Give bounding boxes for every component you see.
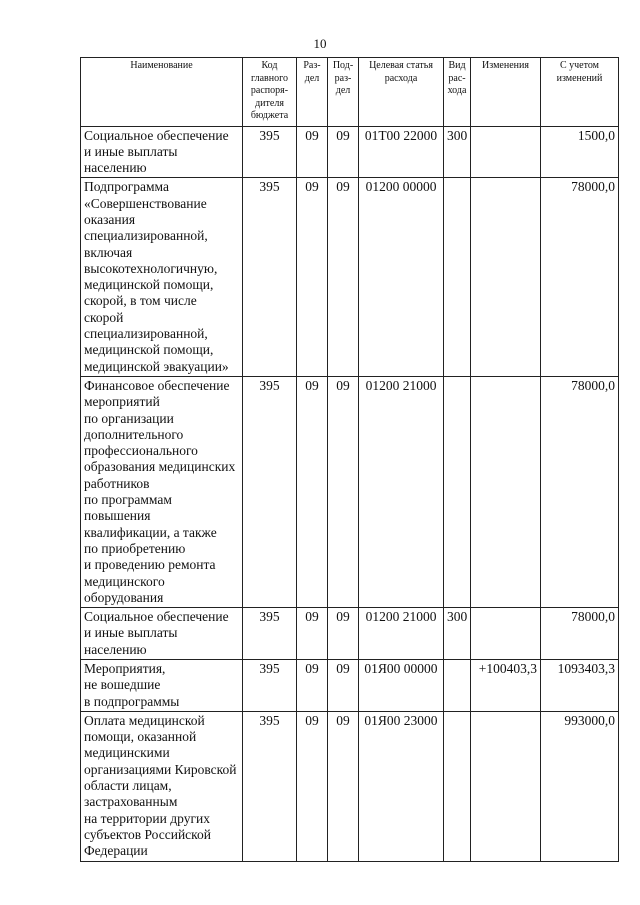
cell-section: 09 — [297, 660, 328, 712]
cell-name-line: скорой, в том числе — [84, 293, 197, 309]
cell-changes — [471, 608, 541, 660]
table-row — [81, 608, 619, 660]
cell-name — [81, 376, 243, 607]
cell-name — [81, 660, 243, 712]
table-body — [81, 126, 619, 861]
cell-name-line: медицинскими — [84, 745, 170, 761]
cell-name-line: мероприятий — [84, 394, 160, 410]
cell-name-line: Социальное обеспечение — [84, 609, 229, 625]
cell-target: 01200 21000 — [359, 376, 444, 607]
cell-name — [81, 711, 243, 861]
table-row — [81, 660, 619, 712]
cell-name-line: застрахованным — [84, 794, 178, 810]
cell-name-line: помощи, оказанной — [84, 729, 197, 745]
cell-name-line: не вошедшие — [84, 677, 161, 693]
cell-target: 01200 21000 — [359, 608, 444, 660]
cell-name-line: субъектов Российской — [84, 826, 212, 842]
cell-subsection: 09 — [328, 608, 359, 660]
cell-code: 395 — [243, 711, 297, 861]
cell-name — [81, 608, 243, 660]
cell-subsection: 09 — [328, 660, 359, 712]
cell-name-line: и проведению ремонта — [84, 557, 216, 573]
cell-name-line: и иные выплаты — [84, 143, 178, 159]
cell-name-line: области лицам, — [84, 778, 172, 794]
cell-section: 09 — [297, 711, 328, 861]
cell-name-line: по организации — [84, 410, 174, 426]
table-row — [81, 178, 619, 377]
cell-name-line: оказания — [84, 211, 136, 227]
cell-subsection: 09 — [328, 376, 359, 607]
cell-kind: 300 — [444, 126, 471, 178]
cell-kind — [444, 660, 471, 712]
cell-target: 01Я00 00000 — [359, 660, 444, 712]
cell-name-line: специализированной, — [84, 326, 208, 342]
cell-name-line: Федерации — [84, 843, 148, 859]
cell-name — [81, 126, 243, 178]
header-target: Целевая статья расхода — [359, 58, 444, 127]
cell-name-line: населению — [84, 160, 147, 176]
cell-name-line: медицинской помощи, — [84, 277, 214, 293]
cell-name-line: высокотехнологичную, — [84, 260, 218, 276]
cell-total: 1093403,3 — [541, 660, 619, 712]
cell-name — [81, 178, 243, 377]
cell-subsection: 09 — [328, 711, 359, 861]
header-kind: Вид рас-хода — [444, 58, 471, 127]
header-changes: Изменения — [471, 58, 541, 127]
header-name: Наименование — [81, 58, 243, 127]
cell-code: 395 — [243, 178, 297, 377]
cell-code: 395 — [243, 608, 297, 660]
cell-name-line: организациями Кировской — [84, 761, 237, 777]
cell-target: 01200 00000 — [359, 178, 444, 377]
cell-name-line: Социальное обеспечение — [84, 127, 229, 143]
cell-name-line: медицинской помощи, — [84, 342, 214, 358]
page-number: 10 — [313, 36, 327, 51]
cell-subsection: 09 — [328, 178, 359, 377]
cell-name-line: Подпрограмма — [84, 179, 169, 195]
cell-name-line: скорой — [84, 309, 124, 325]
header-total: С учетом изменений — [541, 58, 619, 127]
cell-name-line: Финансовое обеспечение — [84, 377, 230, 393]
cell-section: 09 — [297, 376, 328, 607]
cell-kind: 300 — [444, 608, 471, 660]
cell-code: 395 — [243, 376, 297, 607]
cell-kind — [444, 376, 471, 607]
header-section: Раз-дел — [297, 58, 328, 127]
cell-name-line: и иные выплаты — [84, 625, 178, 641]
table-row — [81, 376, 619, 607]
cell-total: 78000,0 — [541, 178, 619, 377]
cell-kind — [444, 178, 471, 377]
table-header-row — [81, 58, 619, 127]
cell-code: 395 — [243, 126, 297, 178]
table-row — [81, 711, 619, 861]
cell-name-line: дополнительного — [84, 426, 184, 442]
cell-changes — [471, 178, 541, 377]
cell-name-line: повышения — [84, 508, 151, 524]
cell-section: 09 — [297, 126, 328, 178]
table-row — [81, 126, 619, 178]
cell-section: 09 — [297, 608, 328, 660]
cell-target: 01Т00 22000 — [359, 126, 444, 178]
budget-table — [80, 57, 619, 862]
cell-name-line: населению — [84, 641, 147, 657]
cell-total: 78000,0 — [541, 376, 619, 607]
cell-changes — [471, 376, 541, 607]
cell-total: 78000,0 — [541, 608, 619, 660]
cell-name-line: специализированной, — [84, 228, 208, 244]
cell-name-line: на территории других — [84, 810, 210, 826]
cell-code: 395 — [243, 660, 297, 712]
cell-name-line: по приобретению — [84, 540, 186, 556]
cell-name-line: в подпрограммы — [84, 693, 180, 709]
cell-name-line: по программам — [84, 492, 172, 508]
cell-changes: +100403,3 — [471, 660, 541, 712]
cell-target: 01Я00 23000 — [359, 711, 444, 861]
header-code: Код главного распоря-дителя бюджета — [243, 58, 297, 127]
cell-name-line: образования медицинских — [84, 459, 236, 475]
cell-total: 993000,0 — [541, 711, 619, 861]
cell-total: 1500,0 — [541, 126, 619, 178]
cell-name-line: медицинского — [84, 573, 165, 589]
header-subsection: Под-раз-дел — [328, 58, 359, 127]
cell-name-line: Мероприятия, — [84, 661, 166, 676]
cell-name-line: Оплата медицинской — [84, 712, 205, 728]
cell-name-line: профессионального — [84, 443, 198, 459]
cell-kind — [444, 711, 471, 861]
cell-name-line: «Совершенствование — [84, 195, 207, 211]
cell-changes — [471, 711, 541, 861]
cell-changes — [471, 126, 541, 178]
cell-section: 09 — [297, 178, 328, 377]
cell-name-line: оборудования — [84, 589, 164, 605]
cell-name-line: включая — [84, 244, 133, 260]
cell-name-line: работников — [84, 475, 150, 491]
cell-name-line: медицинской эвакуации» — [84, 358, 229, 374]
cell-name-line: квалификации, а также — [84, 524, 217, 540]
cell-subsection: 09 — [328, 126, 359, 178]
